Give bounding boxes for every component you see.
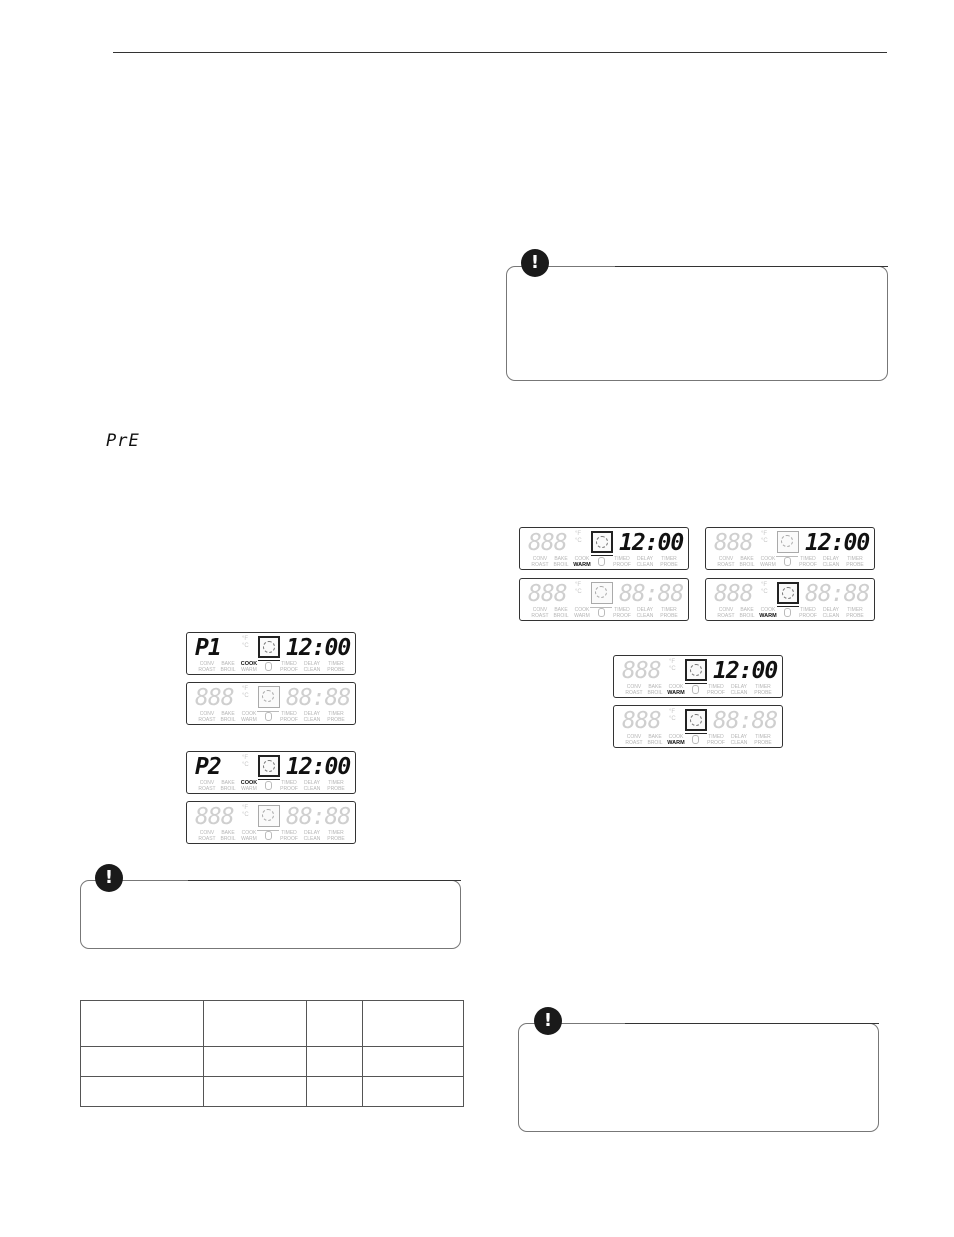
note-box-2 [80,880,461,949]
mode-roast: ROAST [198,836,216,842]
degree-indicator [242,755,249,769]
mode-timed: TIMED [708,684,724,690]
temperature-digits: 888 [622,708,661,734]
oven-display-panel [186,682,356,725]
mode-cook: COOK [240,661,258,667]
temperature-digits: P1 [195,635,221,661]
degree-f: °F [242,755,249,761]
mode-delay: DELAY [303,711,321,717]
temperature-digits: 888 [714,581,753,607]
temperature-digits: 888 [528,581,567,607]
mode-label-timer [324,830,348,842]
mode-conv: CONV [626,684,642,690]
mode-label-delay [300,830,324,842]
mode-clean: CLEAN [303,717,321,723]
mode-bake: BAKE [221,780,235,786]
mode-label-delay [300,661,324,673]
mode-probe: PROBE [327,836,345,842]
lock-icon [265,662,272,671]
lock-icon [598,608,605,617]
mode-timer: TIMER [661,556,677,562]
temperature-digits: 888 [528,530,567,556]
mode-clean: CLEAN [636,562,654,568]
mode-label-timed [277,661,301,673]
mode-label-cook [237,830,261,842]
mode-clean: CLEAN [822,613,840,619]
fan-icon [685,659,707,681]
mode-timed: TIMED [800,607,816,613]
mode-cook: COOK [760,607,776,613]
mode-label-cook [237,661,261,673]
degree-c: °C [242,762,249,768]
mode-timed: TIMED [614,556,630,562]
oven-display-panel [705,527,875,570]
mode-warm: WARM [760,562,776,568]
mode-proof: PROOF [613,613,631,619]
degree-c: °C [761,589,768,595]
pre-display-symbol: PrE [106,431,140,451]
lock-icon [265,712,272,721]
mode-bake: BAKE [221,830,235,836]
mode-clean: CLEAN [303,786,321,792]
mode-clean: CLEAN [822,562,840,568]
mode-proof: PROOF [280,786,298,792]
clock-digits: 12:00 [805,530,870,556]
mode-delay: DELAY [822,607,840,613]
degree-c: °C [669,716,676,722]
degree-indicator [761,582,768,596]
temperature-digits: 888 [195,685,234,711]
mode-cook: COOK [668,684,684,690]
mode-timed: TIMED [281,711,297,717]
mode-broil: BROIL [647,740,663,746]
exclamation-icon: ! [521,249,549,277]
mode-warm: WARM [241,836,257,842]
degree-c: °C [242,812,249,818]
clock-digits: 12:00 [286,754,351,780]
degree-c: °C [669,666,676,672]
degree-c: °C [242,643,249,649]
mode-label-cook [756,556,780,568]
temperature-digits: 888 [714,530,753,556]
mode-cook: COOK [241,830,257,836]
mode-label-timer [751,684,775,696]
note-box-1 [506,266,888,381]
fan-hub [690,664,702,676]
mode-label-cook [664,684,688,696]
mode-clean: CLEAN [730,690,748,696]
mode-warm: WARM [667,690,685,696]
lock-icon [784,608,791,617]
mode-label-delay [819,607,843,619]
mode-bake: BAKE [554,607,568,613]
mode-label-timed [610,556,634,568]
fan-hub [596,536,608,548]
table-row [81,1077,464,1107]
mode-broil: BROIL [553,562,569,568]
mode-broil: BROIL [220,667,236,673]
mode-cook: COOK [240,780,258,786]
mode-label-delay [300,711,324,723]
mode-roast: ROAST [717,562,735,568]
mode-cook: COOK [241,711,257,717]
mode-roast: ROAST [625,740,643,746]
mode-bake: BAKE [648,684,662,690]
table-row [81,1001,464,1047]
degree-f: °F [575,531,582,537]
lock-icon [692,735,699,744]
degree-f: °F [761,531,768,537]
mode-warm: WARM [241,786,257,792]
mode-delay: DELAY [636,556,654,562]
mode-bake: BAKE [554,556,568,562]
clock-digits: 88:88 [619,581,684,607]
mode-probe: PROBE [660,562,678,568]
mode-clean: CLEAN [303,667,321,673]
mode-label-delay [819,556,843,568]
mode-label-timed [277,780,301,792]
fan-hub [781,535,793,547]
mode-timer: TIMER [661,607,677,613]
mode-bake: BAKE [740,556,754,562]
temperature-digits: 888 [622,658,661,684]
mode-conv: CONV [718,607,734,613]
degree-indicator [761,531,768,545]
fan-hub [595,586,607,598]
mode-delay: DELAY [303,830,321,836]
mode-bake: BAKE [648,734,662,740]
mode-label-cook [570,607,594,619]
mode-roast: ROAST [531,562,549,568]
fan-hub [262,690,274,702]
oven-display-panel [186,751,356,794]
mode-timer: TIMER [328,661,344,667]
oven-display-panel [186,632,356,675]
mode-timer: TIMER [755,734,771,740]
oven-display-panel [705,578,875,621]
mode-label-cook [664,734,688,746]
fan-icon [591,531,613,553]
mode-timed: TIMED [281,661,297,667]
degree-c: °C [575,538,582,544]
degree-c: °C [242,693,249,699]
mode-probe: PROBE [660,613,678,619]
mode-timer: TIMER [328,780,344,786]
mode-probe: PROBE [327,786,345,792]
lock-icon [692,685,699,694]
mode-conv: CONV [199,711,215,717]
degree-indicator [575,531,582,545]
oven-display-panel [519,527,689,570]
mode-label-timed [796,556,820,568]
mode-clean: CLEAN [636,613,654,619]
mode-label-timed [277,711,301,723]
fan-hub [263,641,275,653]
fan-hub [262,809,274,821]
mode-label-delay [727,734,751,746]
mode-label-cook [756,607,780,619]
mode-label-timer [657,607,681,619]
mode-broil: BROIL [647,690,663,696]
mode-label-cook [237,780,261,792]
degree-f: °F [242,686,249,692]
mode-label-timed [796,607,820,619]
fan-hub [690,714,702,726]
mode-bake: BAKE [740,607,754,613]
clock-digits: 88:88 [713,708,778,734]
fan-icon [258,686,280,708]
mode-label-timed [277,830,301,842]
mode-proof: PROOF [613,562,631,568]
mode-probe: PROBE [327,717,345,723]
mode-label-timed [704,684,728,696]
mode-timed: TIMED [614,607,630,613]
fan-icon [258,805,280,827]
lock-icon [265,781,272,790]
mode-label-timer [324,661,348,673]
mode-proof: PROOF [280,667,298,673]
oven-display-panel [186,801,356,844]
mode-label-delay [727,684,751,696]
mode-delay: DELAY [303,661,321,667]
fan-icon [777,582,799,604]
mode-probe: PROBE [846,562,864,568]
fan-hub [263,760,275,772]
lock-icon [265,831,272,840]
mode-timer: TIMER [847,607,863,613]
mode-label-delay [300,780,324,792]
mode-cook: COOK [668,734,684,740]
mode-label-cook [570,556,594,568]
mode-label-cook [237,711,261,723]
fan-icon [258,636,280,658]
oven-display-panel [613,655,783,698]
degree-f: °F [669,659,676,665]
mode-label-timer [324,780,348,792]
mode-roast: ROAST [625,690,643,696]
degree-indicator [669,659,676,673]
mode-clean: CLEAN [303,836,321,842]
degree-f: °F [669,709,676,715]
mode-conv: CONV [532,607,548,613]
mode-bake: BAKE [221,661,235,667]
mode-proof: PROOF [707,690,725,696]
mode-broil: BROIL [739,613,755,619]
mode-label-timer [324,711,348,723]
mode-proof: PROOF [280,717,298,723]
mode-broil: BROIL [739,562,755,568]
degree-indicator [242,805,249,819]
note-box-3 [518,1023,879,1132]
mode-warm: WARM [573,562,591,568]
mode-label-delay [633,556,657,568]
degree-c: °C [575,589,582,595]
clock-digits: 88:88 [286,685,351,711]
fan-icon [591,582,613,604]
mode-roast: ROAST [198,717,216,723]
mode-cook: COOK [574,556,590,562]
mode-proof: PROOF [707,740,725,746]
mode-label-timer [657,556,681,568]
mode-roast: ROAST [198,667,216,673]
exclamation-icon: ! [95,864,123,892]
mode-delay: DELAY [636,607,654,613]
mode-cook: COOK [574,607,590,613]
mode-warm: WARM [667,740,685,746]
mode-timer: TIMER [328,830,344,836]
exclamation-icon: ! [534,1007,562,1035]
mode-label-timer [843,556,867,568]
mode-warm: WARM [574,613,590,619]
oven-display-panel [519,578,689,621]
clock-digits: 88:88 [286,804,351,830]
mode-timer: TIMER [847,556,863,562]
mode-timed: TIMED [281,780,297,786]
mode-roast: ROAST [717,613,735,619]
note-rule [615,266,888,267]
mode-timed: TIMED [708,734,724,740]
mode-probe: PROBE [327,667,345,673]
clock-digits: 12:00 [713,658,778,684]
mode-warm: WARM [241,717,257,723]
mode-label-timer [751,734,775,746]
table-row [81,1047,464,1077]
mode-proof: PROOF [799,613,817,619]
degree-f: °F [242,805,249,811]
clock-digits: 12:00 [286,635,351,661]
degree-indicator [575,582,582,596]
mode-proof: PROOF [280,836,298,842]
degree-c: °C [761,538,768,544]
degree-f: °F [575,582,582,588]
mode-conv: CONV [718,556,734,562]
mode-probe: PROBE [846,613,864,619]
temperature-digits: 888 [195,804,234,830]
fan-icon [258,755,280,777]
mode-conv: CONV [199,780,215,786]
mode-delay: DELAY [730,684,748,690]
mode-delay: DELAY [303,780,321,786]
degree-f: °F [761,582,768,588]
mode-broil: BROIL [220,717,236,723]
note-rule [625,1023,879,1024]
note-rule [188,880,461,881]
mode-timed: TIMED [281,830,297,836]
header-rule [113,52,887,53]
mode-timer: TIMER [328,711,344,717]
mode-cook: COOK [760,556,776,562]
mode-warm: WARM [759,613,777,619]
mode-delay: DELAY [730,734,748,740]
mode-clean: CLEAN [730,740,748,746]
degree-indicator [242,686,249,700]
fan-hub [782,587,794,599]
mode-label-delay [633,607,657,619]
degree-f: °F [242,636,249,642]
clock-digits: 88:88 [805,581,870,607]
lock-icon [598,557,605,566]
mode-probe: PROBE [754,740,772,746]
degree-indicator [669,709,676,723]
mode-conv: CONV [626,734,642,740]
temperature-digits: P2 [195,754,221,780]
clock-digits: 12:00 [619,530,684,556]
mode-broil: BROIL [220,786,236,792]
mode-broil: BROIL [220,836,236,842]
mode-roast: ROAST [198,786,216,792]
mode-broil: BROIL [553,613,569,619]
mode-delay: DELAY [822,556,840,562]
oven-display-panel [613,705,783,748]
degree-indicator [242,636,249,650]
fan-icon [777,531,799,553]
mode-label-timer [843,607,867,619]
mode-conv: CONV [532,556,548,562]
mode-bake: BAKE [221,711,235,717]
mode-label-timed [704,734,728,746]
mode-conv: CONV [199,830,215,836]
mode-timed: TIMED [800,556,816,562]
mode-label-timed [610,607,634,619]
mode-timer: TIMER [755,684,771,690]
fan-icon [685,709,707,731]
mode-roast: ROAST [531,613,549,619]
lock-icon [784,557,791,566]
mode-conv: CONV [199,661,215,667]
mode-probe: PROBE [754,690,772,696]
mode-warm: WARM [241,667,257,673]
data-table [80,1000,464,1107]
mode-proof: PROOF [799,562,817,568]
